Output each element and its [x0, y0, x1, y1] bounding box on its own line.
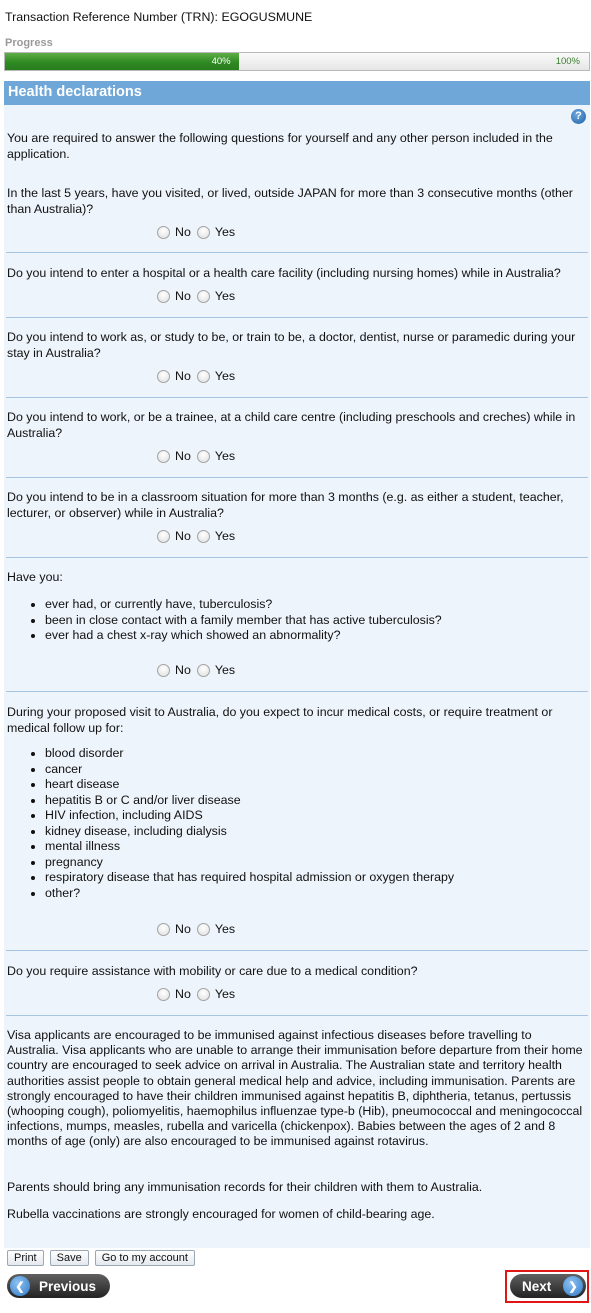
save-button[interactable]: Save: [50, 1250, 89, 1266]
question-3-radios: [157, 368, 241, 384]
q7-no-radio[interactable]: [157, 923, 170, 936]
question-5-radios: [157, 528, 241, 544]
q5-yes-radio[interactable]: [197, 530, 210, 543]
q4-yes-radio[interactable]: [197, 450, 210, 463]
bullet-item: • other?: [45, 886, 585, 902]
progress-bar: [4, 52, 590, 71]
bullet-item: • pregnancy: [45, 855, 585, 871]
print-button[interactable]: Print: [7, 1250, 44, 1266]
no-label: No: [175, 987, 191, 1001]
q3-no-radio[interactable]: [157, 370, 170, 383]
question-8-radios: [157, 986, 241, 1002]
immunisation-records-note: Parents should bring any immunisation records for their children with them to Australia.: [7, 1180, 483, 1194]
no-label: No: [175, 922, 191, 936]
yes-label: Yes: [214, 663, 236, 677]
separator: [6, 477, 588, 478]
yes-label: Yes: [214, 529, 236, 543]
question-6-bullets: [7, 597, 585, 644]
separator: [6, 397, 588, 398]
question-7-radios: [157, 921, 241, 937]
no-label: No: [175, 663, 191, 677]
q6-no-radio[interactable]: [157, 664, 170, 677]
progress-fill: [5, 53, 239, 70]
yes-label: Yes: [214, 449, 236, 463]
bullet-item: • ever had, or currently have, tuberculosis?: [45, 597, 585, 613]
question-8: Do you require assistance with mobility or care due to a medical condition?: [7, 964, 418, 978]
no-label: No: [175, 289, 191, 303]
rubella-note: Rubella vaccinations are strongly encouraged for women of child-bearing age.: [7, 1207, 435, 1221]
q2-no-radio[interactable]: [157, 290, 170, 303]
separator: [6, 557, 588, 558]
next-button-highlight: [505, 1270, 589, 1303]
progress-label: Progress: [5, 37, 53, 49]
question-1-radios: [157, 224, 241, 240]
separator: [6, 950, 588, 951]
progress-value: 40%: [211, 56, 231, 67]
q6-yes-radio[interactable]: [197, 664, 210, 677]
question-3: Do you intend to work as, or study to be, or train to be, a doctor, dentist, nurse or paramedic during your stay in Australia?: [7, 330, 576, 360]
no-label: No: [175, 449, 191, 463]
section-title: Health declarations: [4, 81, 590, 105]
progress-max: 100%: [555, 56, 580, 67]
question-6: Have you:: [7, 570, 63, 584]
intro-text: You are required to answer the following questions for yourself and any other person included in the application.: [7, 131, 553, 161]
account-button[interactable]: Go to my account: [95, 1250, 195, 1266]
yes-label: Yes: [214, 922, 236, 936]
bullet-item: • been in close contact with a family member that has active tuberculosis?: [45, 613, 585, 629]
q1-no-radio[interactable]: [157, 226, 170, 239]
question-4-radios: [157, 448, 241, 464]
question-4: Do you intend to work, or be a trainee, at a child care centre (including preschools and creches) while in Australia?: [7, 410, 576, 440]
question-6-radios: [157, 662, 241, 678]
q7-yes-radio[interactable]: [197, 923, 210, 936]
bullet-item: • hepatitis B or C and/or liver disease: [45, 793, 585, 809]
no-label: No: [175, 369, 191, 383]
immunisation-info: Visa applicants are encouraged to be immunised against infectious diseases before travelling to Australia. Visa applicants who are unable to arrange their immunisation before departure from their home country are encouraged to seek advice on arrival in Australia. The Australian state and territory health authorities assist people to obtain general medical help and advice, including immunisation. Parents are strongly encouraged to have their children immunised against hepatitis B, diphtheria, tetanus, pertussis (whooping cough), poliomyelitis, haemophilus influenzae type-b (Hib), pneumococcal and meningococcal infections, mumps, measles, rubella and varicella (chickenpox). Babies between the ages of 2 and 8 months of age (only) are also encouraged to be immunised against rotavirus.: [7, 1028, 583, 1149]
q4-no-radio[interactable]: [157, 450, 170, 463]
next-label: Next: [522, 1278, 552, 1294]
question-2-radios: [157, 288, 241, 304]
bullet-item: • mental illness: [45, 839, 585, 855]
arrow-left-icon: ❮: [10, 1276, 30, 1296]
bullet-item: • blood disorder: [45, 746, 585, 762]
bullet-item: • ever had a chest x-ray which showed an abnormality?: [45, 628, 585, 644]
q8-no-radio[interactable]: [157, 988, 170, 1001]
question-5: Do you intend to be in a classroom situation for more than 3 months (e.g. as either a student, teacher, lecturer, or observer) while in Australia?: [7, 490, 564, 520]
bullet-item: • heart disease: [45, 777, 585, 793]
footer-buttons: [7, 1250, 195, 1266]
yes-label: Yes: [214, 987, 236, 1001]
help-icon[interactable]: ?: [571, 109, 586, 124]
arrow-right-icon: ❯: [563, 1276, 583, 1296]
previous-label: Previous: [39, 1278, 97, 1294]
separator: [6, 1015, 588, 1016]
q3-yes-radio[interactable]: [197, 370, 210, 383]
no-label: No: [175, 225, 191, 239]
q2-yes-radio[interactable]: [197, 290, 210, 303]
question-7-bullets: [7, 746, 585, 901]
q1-yes-radio[interactable]: [197, 226, 210, 239]
bullet-item: • cancer: [45, 762, 585, 778]
separator: [6, 691, 588, 692]
no-label: No: [175, 529, 191, 543]
trn-text: Transaction Reference Number (TRN): EGOGUSMUNE: [5, 10, 313, 24]
previous-button[interactable]: [7, 1274, 110, 1298]
bullet-item: • HIV infection, including AIDS: [45, 808, 585, 824]
question-1: In the last 5 years, have you visited, or lived, outside JAPAN for more than 3 consecutive months (other than Australia)?: [7, 186, 573, 216]
yes-label: Yes: [214, 225, 236, 239]
separator: [6, 317, 588, 318]
q5-no-radio[interactable]: [157, 530, 170, 543]
separator: [6, 252, 588, 253]
question-7: During your proposed visit to Australia, do you expect to incur medical costs, or require treatment or medical follow up for:: [7, 705, 553, 735]
bullet-item: • respiratory disease that has required hospital admission or oxygen therapy: [45, 870, 585, 886]
bullet-item: • kidney disease, including dialysis: [45, 824, 585, 840]
yes-label: Yes: [214, 289, 236, 303]
q8-yes-radio[interactable]: [197, 988, 210, 1001]
yes-label: Yes: [214, 369, 236, 383]
question-2: Do you intend to enter a hospital or a health care facility (including nursing homes) while in Australia?: [7, 266, 561, 280]
